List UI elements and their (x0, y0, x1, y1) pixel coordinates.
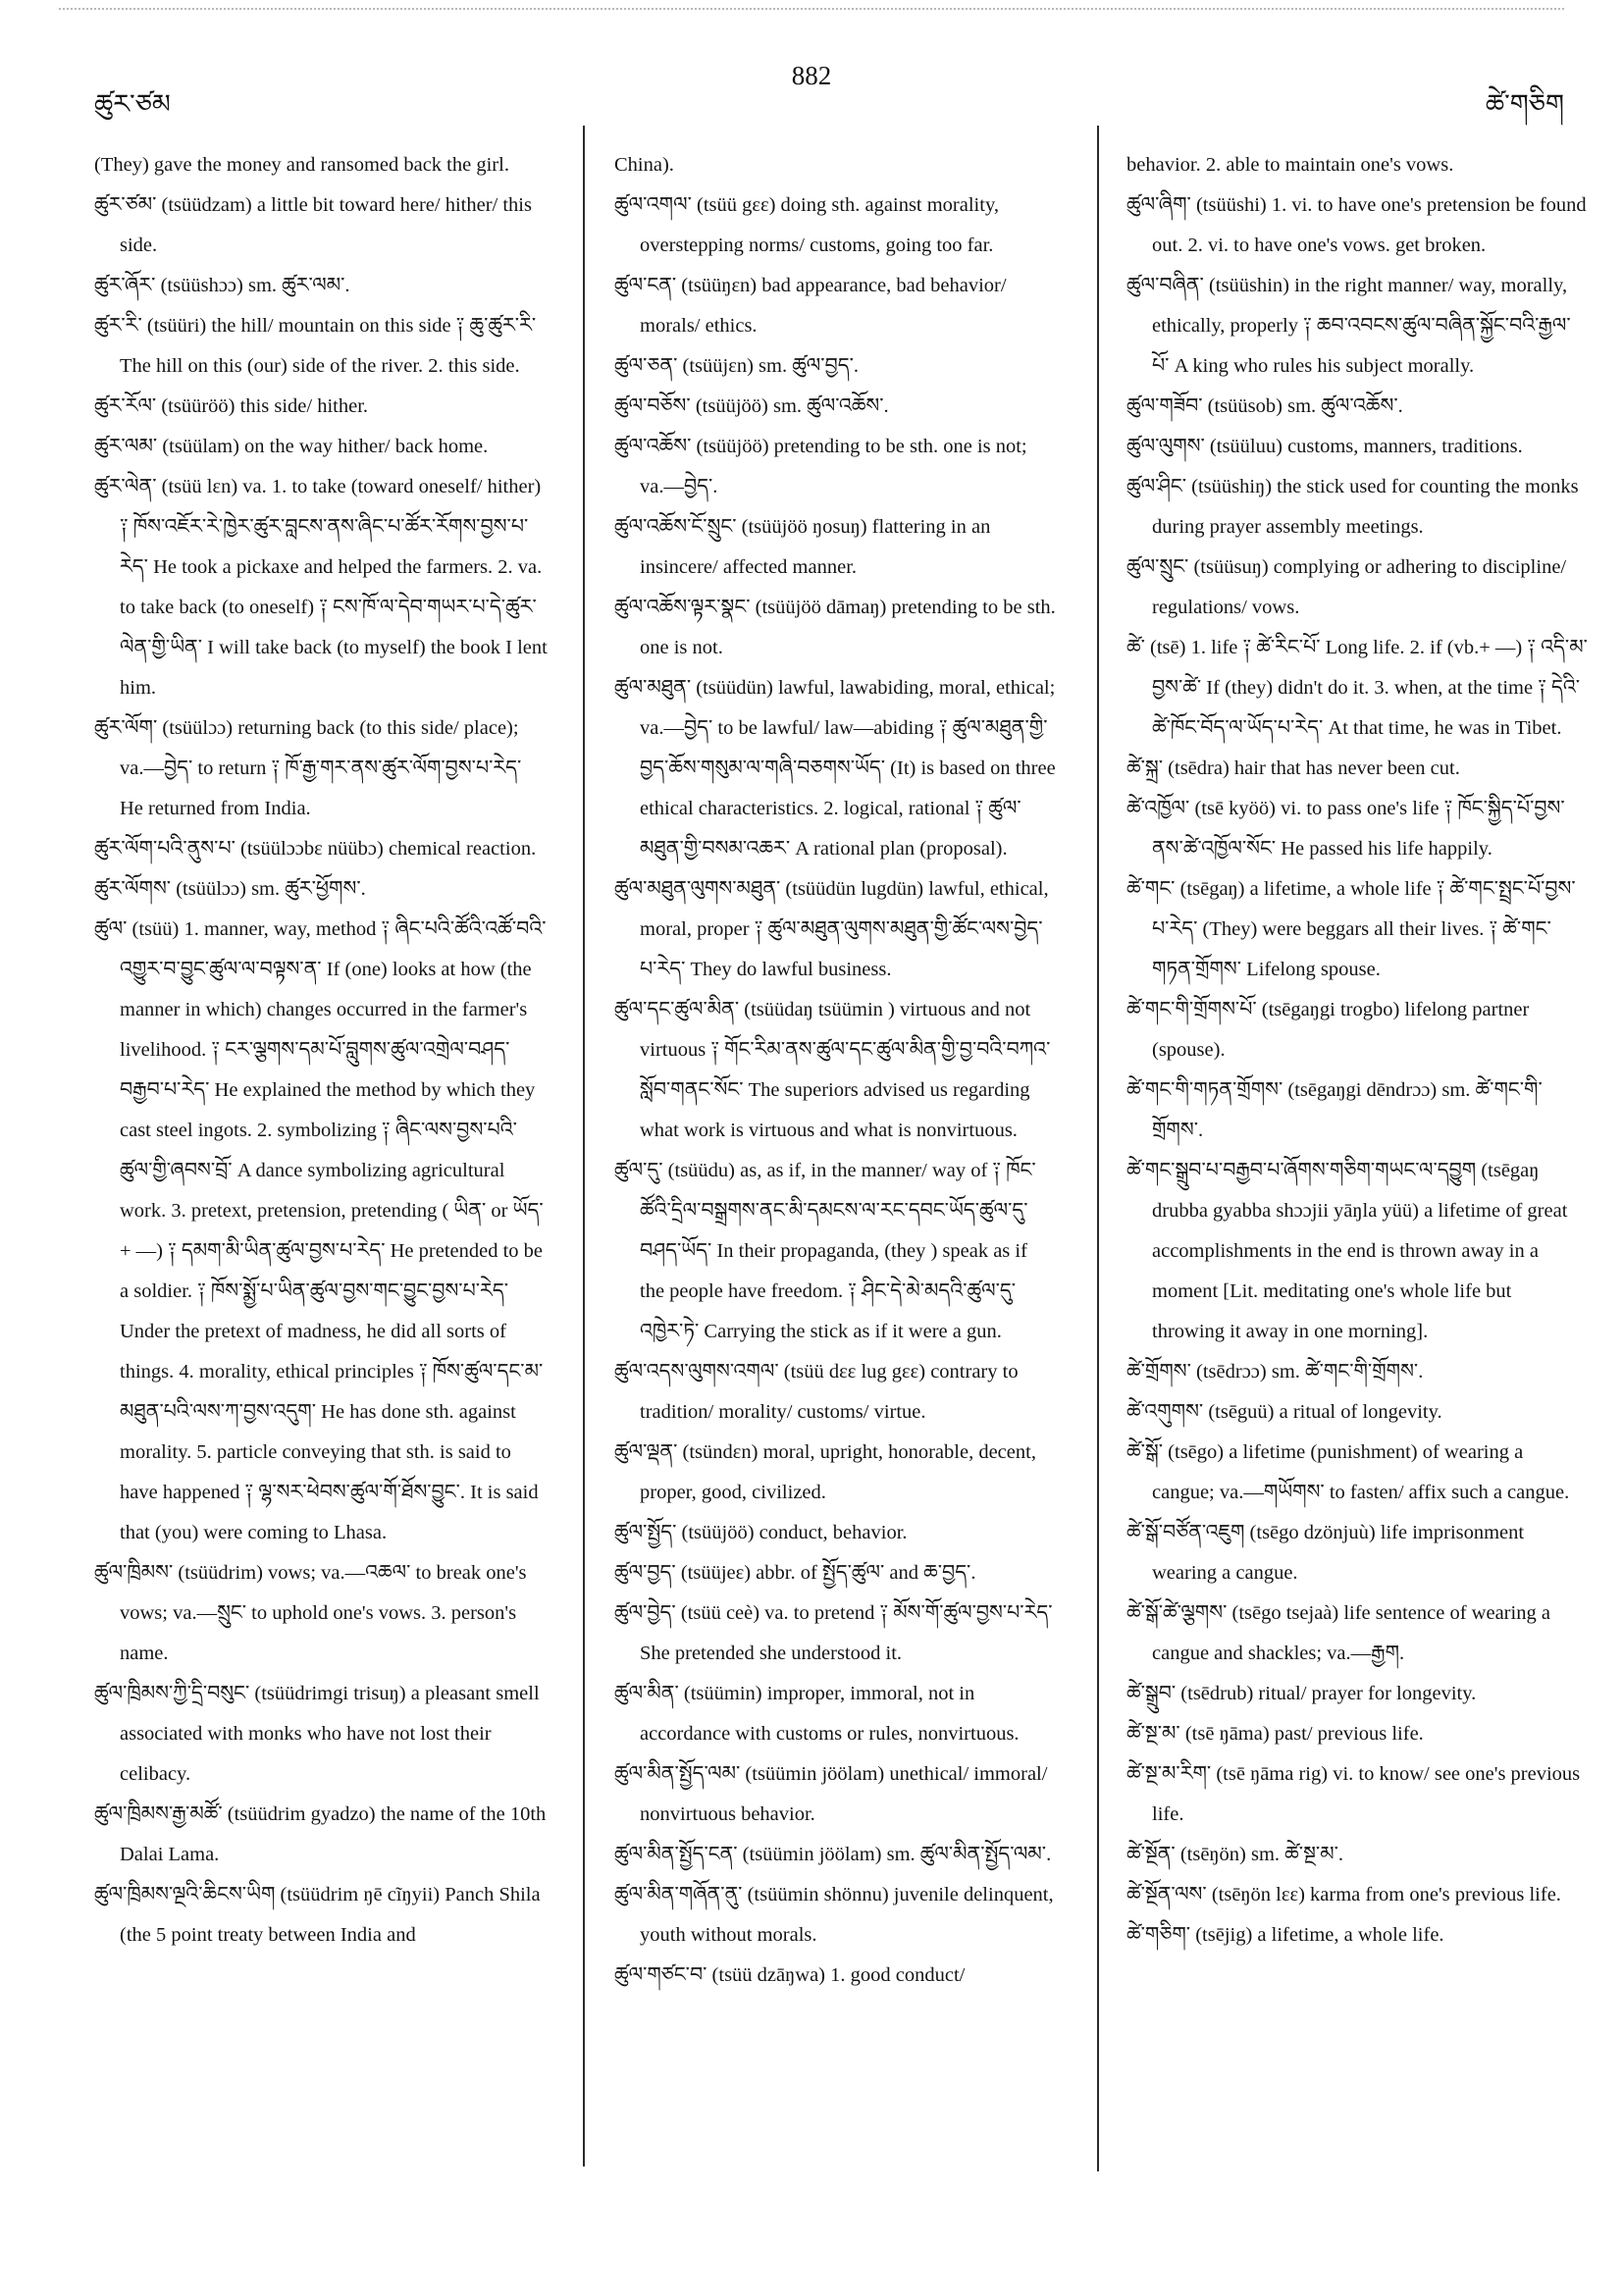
dictionary-entry: ཚུལ་དང་ཚུལ་མིན་ (tsüüdaŋ tsüümin ) virtuous and not virtuous ༑ གོང་རིམ་ནས་ཚུལ་དང་ཚུལ་མིན་གྱི་བྱ་བའི་བཀའ་སློབ་གནང་སོང་ The superiors advised us regarding what work is virtuous and what is nonvirtuous. (614, 999, 1051, 1141)
dictionary-entry: ཚེ་སྔོན་ལས་ (tsēŋön lɛɛ) karma from one's previous life. (1126, 1884, 1561, 1905)
dictionary-entry: ཚུར་རི་ (tsüüri) the hill/ mountain on this side ༑ ཆུ་ཚུར་རི་ The hill on this (our) side of the river. 2. this side. (94, 315, 537, 377)
left-guide-word: ཚུར་ཙམ (94, 89, 171, 119)
scan-edge-dots (59, 8, 1564, 10)
dictionary-entry: ཚུར་ལེན་ (tsüü lɛn) va. 1. to take (toward oneself/ hither) ༑ ཁོས་འཇོར་རེ་ཁྱེར་ཚུར་བླངས་ནས་ཞིང་པ་ཚོར་རོགས་བྱས་པ་རེད་ He took a pickaxe and helped the farmers. 2. va. to take back (to oneself) ༑ ངས་ཁོ་ལ་དེབ་གཡར་པ་དེ་ཚུར་ལེན་གྱི་ཡིན་ I will take back (to myself) the book I lent him. (94, 476, 548, 699)
right-guide-word: ཚེ་གཅིག (1485, 89, 1564, 119)
dictionary-entry: ཚུལ་བཅོས་ (tsüüjöö) sm. ཚུལ་འཆོས་. (614, 395, 889, 417)
dictionary-entry: ཚུལ་བཞིན་ (tsüüshin) in the right manner/ way, morally, ethically, properly ༑ ཆབ་འབངས་ཚུལ་བཞིན་སྐྱོང་བའི་རྒྱལ་པོ་ A king who rules his subject morally. (1126, 275, 1571, 377)
dictionary-entry: ཚེ་སྒོ་བཙོན་འཇུག (tsēgo dzönjuù) life imprisonment wearing a cangue. (1126, 1522, 1525, 1584)
dictionary-entry: ཚུལ་མཐུན་ལུགས་མཐུན་ (tsüüdün lugdün) lawful, ethical, moral, proper ༑ ཚུལ་མཐུན་ལུགས་མཐུན་གྱི་ཚོང་ལས་བྱེད་པ་རེད་ They do lawful business. (614, 878, 1049, 980)
dictionary-entry: ཚུལ་དུ་ (tsüüdu) as, as if, in the manner/ way of ༑ ཁོང་ཚོའི་དྲིལ་བསྒྲགས་ནང་མི་དམངས་ལ་རང་དབང་ཡོད་ཚུལ་དུ་བཤད་ཡོད་ In their propaganda, (they ) speak as if the people have freedom. ༑ ཤིང་དེ་མེ་མདའི་ཚུལ་དུ་འཁྱེར་ཏེ་ Carrying the stick as if it were a gun. (614, 1160, 1036, 1342)
dictionary-entry: ཚུལ་ཤིང་ (tsüüshiŋ) the stick used for counting the monks during prayer assembly meetings. (1126, 476, 1579, 538)
dictionary-entry: ཚེ་གང་ (tsēgaŋ) a lifetime, a whole life ༑ ཚེ་གང་སྤྲང་པོ་བྱས་པ་རེད་ (They) were beggars all their lives. ༑ ཚེ་གང་གཏན་གྲོགས་ Lifelong spouse. (1126, 878, 1576, 980)
dictionary-entry: ཚུར་ལོག་ (tsüülɔɔ) returning back (to this side/ place); va.—བྱེད་ to return ༑ ཁོ་རྒྱ་གར་ནས་ཚུར་ལོག་བྱས་པ་རེད་ He returned from India. (94, 717, 522, 819)
page-header (0, 61, 1623, 119)
dictionary-entry: ཚེ་གང་སྒྲུབ་པ་བརྒྱབ་པ་ཞོགས་གཅིག་གཡང་ལ་དབྱུག (tsēgaŋ drubba gyabba shɔɔjii yāŋla yüü) a lifetime of great accomplishments in the end is thrown away in a moment [Lit. meditating one's whole life but throwing it away in one morning]. (1126, 1160, 1568, 1342)
dictionary-entry: ཚུལ་ལུགས་ (tsüüluu) customs, manners, traditions. (1126, 436, 1523, 457)
dictionary-entry: ཚེ་གྲོགས་ (tsēdrɔɔ) sm. ཚེ་གང་གི་གྲོགས་. (1126, 1361, 1424, 1383)
dictionary-entry: ཚེ་སྒྲུབ་ (tsēdrub) ritual/ prayer for longevity. (1126, 1683, 1477, 1704)
dictionary-entry: China). (614, 154, 674, 176)
dictionary-entry: ཚེ་འགུགས་ (tsēguü) a ritual of longevity. (1126, 1401, 1442, 1423)
dictionary-entry: ཚུལ་ཁྲིམས་ཀྱི་དྲི་བསུང་ (tsüüdrimgi trisuŋ) a pleasant smell associated with monks who have not lost their celibacy. (94, 1683, 540, 1785)
dictionary-entry: behavior. 2. able to maintain one's vows. (1126, 154, 1454, 176)
dictionary-entry: ཚེ་སྔོན་ (tsēŋön) sm. ཚེ་སྔ་མ་. (1126, 1844, 1344, 1865)
column-middle (614, 145, 1056, 1996)
dictionary-entry: ཚུལ་ཁྲིམས་ (tsüüdrim) vows; va.—འཆལ་ to break one's vows; va.—སྲུང་ to uphold one's vows. 3. person's name. (94, 1562, 527, 1664)
entry-columns (0, 145, 1623, 2186)
dictionary-entry: ཚེ་སྔ་མ་ (tsē ŋāma) past/ previous life. (1126, 1723, 1424, 1745)
dictionary-entry: ཚུལ་འཆོས་ (tsüüjöö) pretending to be sth. one is not; va.—བྱེད་. (614, 436, 1027, 497)
dictionary-entry: ཚུལ་ཁྲིམས་རྒྱ་མཚོ་ (tsüüdrim gyadzo) the name of the 10th Dalai Lama. (94, 1803, 547, 1865)
dictionary-entry: ཚེ་གང་གི་གཏན་གྲོགས་ (tsēgaŋgi dēndrɔɔ) sm. ཚེ་གང་གི་གྲོགས་. (1126, 1079, 1543, 1141)
dictionary-entry: ཚེ་གང་གི་གྲོགས་པོ་ (tsēgaŋgi trogbo) lifelong partner (spouse). (1126, 999, 1530, 1061)
dictionary-entry: ཚུར་རོལ་ (tsüüröö) this side/ hither. (94, 395, 369, 417)
dictionary-entry: ཚུལ་ལྡན་ (tsündɛn) moral, upright, honorable, decent, proper, good, civilized. (614, 1441, 1036, 1503)
dictionary-entry: (They) gave the money and ransomed back the girl. (94, 154, 509, 176)
dictionary-entry: ཚུལ་སྲུང་ (tsüüsuŋ) complying or adhering to discipline/ regulations/ vows. (1126, 556, 1567, 618)
dictionary-entry: ཚེ་གཅིག་ (tsējig) a lifetime, a whole life. (1126, 1924, 1444, 1946)
dictionary-entry: ཚུལ་ (tsüü) 1. manner, way, method ༑ ཞིང་པའི་ཚོའི་འཚོ་བའི་འགྱུར་བ་བྱུང་ཚུལ་ལ་བལྟས་ན་ If (one) looks at how (the manner in which) changes occurred in the farmer's livelihood. ༑ ངར་ལྕགས་དམ་པོ་བླུགས་ཚུལ་འགྲེལ་བཤད་བརྒྱབ་པ་རེད་ He explained the method by which they cast steel ingots. 2. symbolizing ༑ ཞིང་ལས་བྱས་པའི་ཚུལ་གྱི་ཞབས་བྲོ་ A dance symbolizing agricultural work. 3. pretext, pretension, pretending ( ཡིན་ or ཡོད་ + —) ༑ དམག་མི་ཡིན་ཚུལ་བྱས་པ་རེད་ He pretended to be a soldier. ༑ ཁོས་སྨྱོ་པ་ཡིན་ཚུལ་བྱས་གང་བྱུང་བྱས་པ་རེད་ Under the pretext of madness, he did all sorts of things. 4. morality, ethical principles ༑ ཁོས་ཚུལ་དང་མ་མཐུན་པའི་ལས་ཀ་བྱས་འདུག་ He has done sth. against morality. 5. particle conveying that sth. is said to have happened ༑ ལྷ་སར་ཕེབས་ཚུལ་གོ་ཐོས་བྱུང་. It is said that (you) were coming to Lhasa. (94, 918, 547, 1543)
dictionary-entry: ཚུལ་འཆོས་ལྟར་སྣང་ (tsüüjöö dāmaŋ) pretending to be sth. one is not. (614, 597, 1056, 658)
dictionary-entry: ཚུལ་འདས་ལུགས་འགལ་ (tsüü dɛɛ lug gɛɛ) contrary to tradition/ morality/ customs/ virtue. (614, 1361, 1019, 1423)
dictionary-entry: ཚུར་ཞོར་ (tsüüshɔɔ) sm. ཚུར་ལམ་. (94, 275, 350, 296)
dictionary-entry: ཚུལ་ཅན་ (tsüüjɛn) sm. ཚུལ་བྱད་. (614, 355, 860, 377)
dictionary-entry: ཚུར་ལམ་ (tsüülam) on the way hither/ back home. (94, 436, 489, 457)
dictionary-entry: ཚེ་སྐྲ་ (tsēdra) hair that has never been cut. (1126, 757, 1460, 779)
dictionary-entry: ཚུལ་བྱད་ (tsüüjeɛ) abbr. of སྤྱོད་ཚུལ་ and ཆ་བྱད་. (614, 1562, 976, 1584)
dictionary-entry: ཚུལ་ཞིག་ (tsüüshi) 1. vi. to have one's pretension be found out. 2. vi. to have one's vows. get broken. (1126, 194, 1587, 256)
dictionary-entry: ཚེ་སྒོ་ (tsēgo) a lifetime (punishment) of wearing a cangue; va.—གཡོགས་ to fasten/ affix such a cangue. (1126, 1441, 1570, 1503)
dictionary-entry: ཚུར་ལོགས་ (tsüülɔɔ) sm. ཚུར་ཕྱོགས་. (94, 878, 366, 900)
column-left (94, 145, 548, 1956)
page-number: 882 (791, 61, 832, 90)
dictionary-entry: ཚུལ་གཟོབ་ (tsüüsob) sm. ཚུལ་འཆོས་. (1126, 395, 1403, 417)
dictionary-entry: ཚུལ་མིན་ (tsüümin) improper, immoral, not in accordance with customs or rules, nonvirtuous. (614, 1683, 1020, 1745)
dictionary-entry: ཚུལ་མིན་སྤྱོད་ལམ་ (tsüümin jöölam) unethical/ immoral/ nonvirtuous behavior. (614, 1763, 1048, 1825)
dictionary-entry: ཚུལ་འཆོས་ངོ་སྲུང་ (tsüüjöö ŋosuŋ) flattering in an insincere/ affected manner. (614, 516, 991, 578)
dictionary-entry: ཚེ་ (tsē) 1. life ༑ ཚེ་རིང་པོ་ Long life. 2. if (vb.+ —) ༑ འདི་མ་བྱས་ཚེ་ If (they) didn't do it. 3. when, at the time ༑ དེའི་ཚེ་ཁོང་བོད་ལ་ཡོད་པ་རེད་ At that time, he was in Tibet. (1126, 637, 1588, 739)
dictionary-entry: ཚུར་ཙམ་ (tsüüdzam) a little bit toward here/ hither/ this side. (94, 194, 532, 256)
column-right (1126, 145, 1588, 1956)
dictionary-entry: ཚུལ་ཁྲིམས་ལྔའི་ཆིངས་ཡིག (tsüüdrim ŋē cĩŋyii) Panch Shila (the 5 point treaty between India and (94, 1884, 541, 1946)
dictionary-entry: ཚུལ་བྱེད་ (tsüü ceè) va. to pretend ༑ མོས་གོ་ཚུལ་བྱས་པ་རེད་ She pretended she understood it. (614, 1602, 1053, 1664)
dictionary-entry: ཚུལ་འགལ་ (tsüü gɛɛ) doing sth. against morality, overstepping norms/ customs, going too far. (614, 194, 999, 256)
dictionary-entry: ཚེ་འཁྱོལ་ (tsē kyöö) vi. to pass one's life ༑ ཁོང་སྐྱིད་པོ་བྱས་ནས་ཚེ་འཁྱོལ་སོང་ He passed his life happily. (1126, 798, 1565, 860)
dictionary-entry: ཚུལ་མིན་གཞོན་ནུ་ (tsüümin shönnu) juvenile delinquent, youth without morals. (614, 1884, 1054, 1946)
dictionary-entry: ཚུལ་མཐུན་ (tsüüdün) lawful, lawabiding, moral, ethical; va.—བྱེད་ to be lawful/ law—abiding ༑ ཚུལ་མཐུན་གྱི་བྱད་ཆོས་གསུམ་ལ་གཞི་བཅགས་ཡོད་ (It) is based on three ethical characteristics. 2. logical, rational ༑ ཚུལ་མཐུན་གྱི་བསམ་འཆར་ A rational plan (proposal). (614, 677, 1056, 860)
dictionary-entry: ཚུལ་ངན་ (tsüüŋɛn) bad appearance, bad behavior/ morals/ ethics. (614, 275, 1007, 337)
dictionary-entry: ཚུལ་སྤྱོད་ (tsüüjöö) conduct, behavior. (614, 1522, 908, 1543)
dictionary-entry: ཚུལ་མིན་སྤྱོད་ངན་ (tsüümin jöölam) sm. ཚུལ་མིན་སྤྱོད་ལམ་. (614, 1844, 1052, 1865)
dictionary-entry: ཚེ་སྔ་མ་རིག་ (tsē ŋāma rig) vi. to know/ see one's previous life. (1126, 1763, 1581, 1825)
dictionary-entry: ཚུལ་གཙང་བ་ (tsüü dzāŋwa) 1. good conduct/ (614, 1964, 966, 1986)
dictionary-entry: ཚེ་སྒོ་ཚེ་ལྕགས་ (tsēgo tsejaà) life sentence of wearing a cangue and shackles; va.—རྒྱག. (1126, 1602, 1550, 1664)
dictionary-entry: ཚུར་ལོག་པའི་ནུས་པ་ (tsüülɔɔbɛ nüübɔ) chemical reaction. (94, 838, 537, 860)
